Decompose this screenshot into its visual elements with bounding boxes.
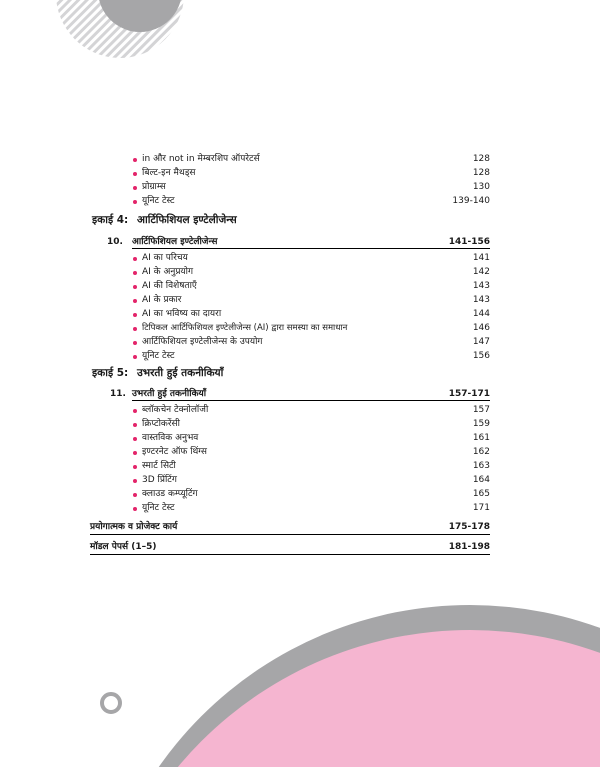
toc-entry-page: 147 <box>472 337 490 347</box>
unit-label: इकाई 4: <box>92 214 129 226</box>
toc-entry-label: टिपिकल आर्टिफिशियल इण्टेलीजेन्स (AI) द्वारा समस्या का समाधान <box>142 323 348 333</box>
bullet-icon <box>133 200 137 204</box>
toc-entry-label: स्मार्ट सिटी <box>142 461 176 471</box>
toc-entry-page: 171 <box>472 503 490 513</box>
chapter-pages: 141-156 <box>448 237 490 247</box>
toc-entry-page: 130 <box>472 182 490 192</box>
bullet-icon <box>133 409 137 413</box>
toc-entry-label: इण्टरनेट ऑफ थिंग्स <box>142 447 207 457</box>
toc-entry-page: 142 <box>472 267 490 277</box>
bullet-icon <box>133 341 137 345</box>
bullet-icon <box>133 299 137 303</box>
bullet-icon <box>133 437 137 441</box>
unit-label: इकाई 5: <box>92 367 129 379</box>
toc-entry-page: 128 <box>472 168 490 178</box>
chapter-pages: 157-171 <box>448 389 490 399</box>
bullet-icon <box>133 271 137 275</box>
toc-entry-page: 156 <box>472 351 490 361</box>
toc-entry-label: क्लाउड कम्प्यूटिंग <box>142 489 198 499</box>
chapter-underline <box>132 248 490 249</box>
unit-title: उभरती हुई तकनीकियाँ <box>137 367 224 379</box>
toc-entry-label: बिल्ट-इन मैथड्स <box>142 168 196 178</box>
bullet-icon <box>133 257 137 261</box>
toc-entry-label: AI का भविष्य का दायरा <box>142 309 222 319</box>
chapter-number: 11. <box>110 389 126 399</box>
toc-section-page: 181-198 <box>448 542 490 552</box>
section-underline <box>90 554 490 555</box>
toc-entry-page: 161 <box>472 433 490 443</box>
toc-entry-page: 143 <box>472 295 490 305</box>
toc-entry-label: वास्तविक अनुभव <box>142 433 199 443</box>
toc-entry-label: AI की विशेषताएँ <box>142 281 197 291</box>
bullet-icon <box>133 285 137 289</box>
toc-entry-page: 141 <box>472 253 490 263</box>
toc-entry-label: in और not in मेम्बरशिप ऑपरेटर्स <box>142 154 260 164</box>
bullet-icon <box>133 423 137 427</box>
bullet-icon <box>133 313 137 317</box>
toc-entry-page: 139-140 <box>452 196 490 206</box>
toc-entry-page: 143 <box>472 281 490 291</box>
toc-entry-page: 128 <box>472 154 490 164</box>
toc-entry-label: 3D प्रिंटिंग <box>142 475 177 485</box>
bullet-icon <box>133 327 137 331</box>
toc-entry-label: AI का परिचय <box>142 253 188 263</box>
toc-entry-page: 146 <box>472 323 490 333</box>
toc-entry-label: AI के प्रकार <box>142 295 182 305</box>
toc-section-page: 175-178 <box>448 522 490 532</box>
chapter-underline <box>132 400 490 401</box>
toc-entry-label: यूनिट टेस्ट <box>142 196 175 206</box>
toc-entry-label: प्रोग्राम्स <box>142 182 166 192</box>
toc-entry-label: यूनिट टेस्ट <box>142 503 175 513</box>
toc-entry-label: ब्लॉकचेन टेक्नोलॉजी <box>142 405 209 415</box>
bullet-icon <box>133 355 137 359</box>
bullet-icon <box>133 465 137 469</box>
toc-entry-page: 164 <box>472 475 490 485</box>
toc-entry-page: 144 <box>472 309 490 319</box>
toc-entry-page: 162 <box>472 447 490 457</box>
toc-entry-label: AI के अनुप्रयोग <box>142 267 194 277</box>
bullet-icon <box>133 507 137 511</box>
section-underline <box>90 534 490 535</box>
chapter-title: आर्टिफिशियल इण्टेलीजेन्स <box>132 237 218 247</box>
toc-section-label: मॉडल पेपर्स (1–5) <box>90 542 157 552</box>
toc-entry-page: 163 <box>472 461 490 471</box>
bullet-icon <box>133 186 137 190</box>
bullet-icon <box>133 479 137 483</box>
bullet-icon <box>133 493 137 497</box>
toc-entry-label: आर्टिफिशियल इण्टेलीजेन्स के उपयोग <box>142 337 263 347</box>
unit-title: आर्टिफिशियल इण्टेलीजेन्स <box>137 214 237 226</box>
toc-entry-page: 157 <box>472 405 490 415</box>
toc-entry-page: 165 <box>472 489 490 499</box>
bullet-icon <box>133 172 137 176</box>
toc-entry-label: क्रिप्टोकरेंसी <box>142 419 180 429</box>
bullet-icon <box>133 451 137 455</box>
bullet-icon <box>133 158 137 162</box>
chapter-number: 10. <box>107 237 123 247</box>
toc-section-label: प्रयोगात्मक व प्रोजेक्ट कार्य <box>90 522 178 532</box>
toc-entry-page: 159 <box>472 419 490 429</box>
chapter-title: उभरती हुई तकनीकियाँ <box>132 389 207 399</box>
toc-entry-label: यूनिट टेस्ट <box>142 351 175 361</box>
